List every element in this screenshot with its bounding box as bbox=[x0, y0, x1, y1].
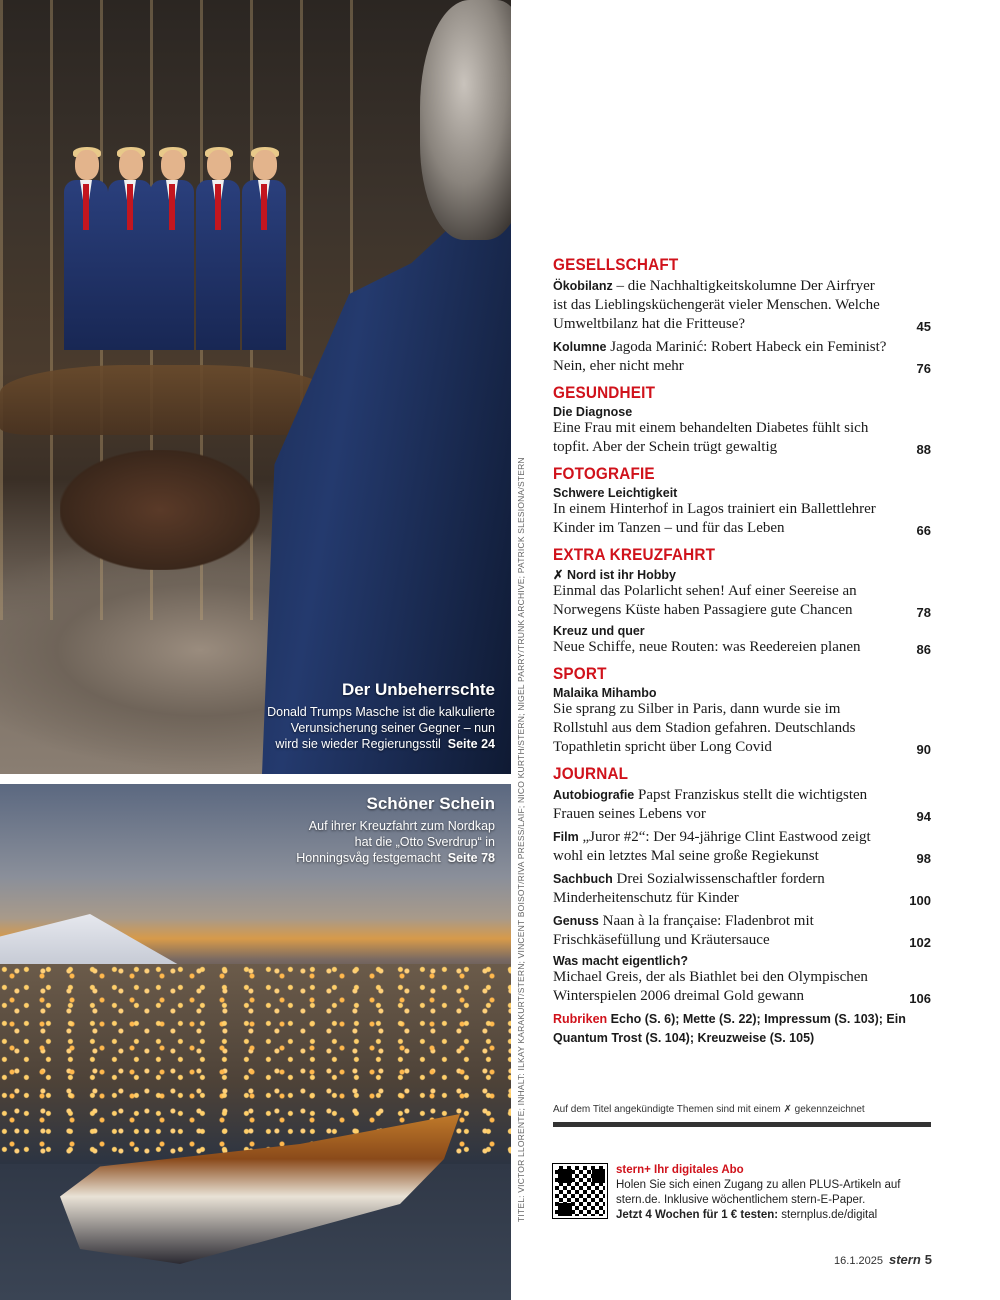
abo-cta: Jetzt 4 Wochen für 1 € testen: bbox=[616, 1209, 779, 1221]
page-number: 94 bbox=[916, 809, 931, 824]
caption-page[interactable]: Seite 78 bbox=[447, 851, 495, 865]
cover-topics-note: Auf dem Titel angekündigte Themen sind mit einem ✗ gekennzeichnet bbox=[553, 1104, 865, 1115]
abo-cta-line bbox=[616, 1208, 936, 1223]
page-number: 76 bbox=[916, 361, 931, 376]
caption-title: Schöner Schein bbox=[366, 794, 495, 813]
page-number: 5 bbox=[924, 1252, 932, 1267]
page-footer bbox=[834, 1252, 932, 1267]
section-fotografie: FOTOGRAFIE bbox=[553, 464, 655, 483]
abo-title: stern+ Ihr digitales Abo bbox=[616, 1164, 744, 1176]
toc-entry[interactable] bbox=[553, 486, 931, 538]
rubriken-text: Echo (S. 6); Mette (S. 22); Impressum (S. 103); Ein Quantum Trost (S. 104); Kreuzweise (S. 105) bbox=[553, 1012, 906, 1045]
toc-entry[interactable] bbox=[553, 405, 931, 457]
entry-body: Drei Sozialwissenschaftler fordern Minderheitenschutz für Kinder bbox=[553, 871, 825, 906]
rubriken-line bbox=[553, 1010, 931, 1048]
page-number: 45 bbox=[916, 319, 931, 334]
abo-promo[interactable] bbox=[616, 1163, 936, 1223]
caption-text bbox=[265, 704, 495, 752]
page-number: 66 bbox=[916, 523, 931, 538]
photo-caption-top[interactable] bbox=[265, 680, 495, 752]
entry-kicker: Film bbox=[553, 830, 579, 844]
entry-body: Einmal das Polarlicht sehen! Auf einer Seereise an Norwegens Küste haben Passagiere gute Chancen bbox=[553, 583, 857, 618]
entry-body: Eine Frau mit einem behandelten Diabetes fühlt sich topfit. Aber der Schein trügt gewaltig bbox=[553, 420, 869, 455]
entry-text bbox=[553, 828, 931, 866]
entry-text bbox=[553, 912, 931, 950]
section-gesundheit: GESUNDHEIT bbox=[553, 383, 656, 402]
section-sport: SPORT bbox=[553, 664, 607, 683]
page-number: 102 bbox=[909, 935, 931, 950]
entry-kicker-text: Nord ist ihr Hobby bbox=[563, 568, 676, 582]
page-number: 106 bbox=[909, 991, 931, 1006]
rubriken-label: Rubriken bbox=[553, 1012, 608, 1026]
page-number: 88 bbox=[916, 442, 931, 457]
issue-date: 16.1.2025 bbox=[834, 1255, 883, 1267]
caption-title: Der Unbeherrschte bbox=[341, 680, 495, 699]
caption-body: Donald Trumps Masche ist die kalkulierte Verunsicherung seiner Gegner – nun wird sie wieder Regierungsstil bbox=[267, 705, 495, 751]
entry-kicker: Schwere Leichtigkeit bbox=[553, 486, 678, 500]
section-gesellschaft: GESELLSCHAFT bbox=[553, 255, 679, 274]
caption-body: Auf ihrer Kreuzfahrt zum Nordkap hat die „Otto Sverdrup“ in Honningsvåg festgemacht bbox=[296, 819, 495, 865]
page-number: 98 bbox=[916, 851, 931, 866]
abo-text: Holen Sie sich einen Zugang zu allen PLUS-Artikeln auf stern.de. Inklusive wöchentlichem stern-E-Paper. bbox=[616, 1179, 901, 1206]
divider bbox=[553, 1122, 931, 1127]
toc-entry[interactable] bbox=[553, 567, 931, 620]
entry-kicker: Malaika Mihambo bbox=[553, 686, 657, 700]
reflected-figure bbox=[108, 150, 152, 350]
toc-entry[interactable] bbox=[553, 828, 931, 866]
entry-text bbox=[553, 277, 931, 334]
section-kreuzfahrt: EXTRA KREUZFAHRT bbox=[553, 545, 716, 564]
entry-body: Michael Greis, der als Biathlet bei den Olympischen Winterspielen 2006 dreimal Gold gewann bbox=[553, 969, 868, 1004]
entry-text bbox=[553, 870, 931, 908]
entry-kicker: Kolumne bbox=[553, 340, 607, 354]
table-of-contents bbox=[553, 248, 931, 1048]
toc-entry[interactable] bbox=[553, 277, 931, 334]
toc-entry[interactable] bbox=[553, 338, 931, 376]
toc-entry[interactable] bbox=[553, 870, 931, 908]
foreground-head bbox=[420, 0, 511, 240]
entry-text bbox=[553, 786, 931, 824]
photo-caption-bottom[interactable] bbox=[295, 794, 495, 866]
conference-table bbox=[0, 365, 330, 435]
reflected-figure bbox=[150, 150, 194, 350]
entry-kicker: Kreuz und quer bbox=[553, 624, 645, 638]
abo-url[interactable]: sternplus.de/digital bbox=[778, 1209, 878, 1221]
toc-entry[interactable] bbox=[553, 624, 931, 657]
photo-credits: TITEL: VICTOR LLORENTE; INHALT: ILKAY KARAKURT/STERN; VINCENT BOISOT/RIVA PRESS/LAIF; NICO KURTH/STERN; NIGEL PARRY/TRUNK ARCHIVE; PATRICK SLESIONA/STERN bbox=[516, 457, 526, 1222]
entry-body: In einem Hinterhof in Lagos trainiert ein Ballettlehrer Kinder im Tanzen – und für das Leben bbox=[553, 501, 876, 536]
section-journal: JOURNAL bbox=[553, 764, 629, 783]
reflected-figure bbox=[242, 150, 286, 350]
feature-photo-trump bbox=[0, 0, 511, 774]
entry-kicker bbox=[553, 567, 931, 582]
page-number: 78 bbox=[916, 605, 931, 620]
entry-body: Papst Franziskus stellt die wichtigsten Frauen seines Lebens vor bbox=[553, 787, 868, 822]
entry-kicker: Autobiografie bbox=[553, 788, 635, 802]
entry-body: Sie sprang zu Silber in Paris, dann wurde sie im Rollstuhl aus dem Stadion gefahren. Deutschlands Topathletin spricht über Long Covid bbox=[553, 701, 856, 755]
entry-body: – die Nachhaltigkeitskolumne Der Airfryer ist das Lieblingsküchengerät vieler Menschen. Welche Umweltbilanz hat die Fritteuse? bbox=[553, 278, 880, 332]
entry-body: Jagoda Marinić: Robert Habeck ein Feminist? Nein, eher nicht mehr bbox=[553, 339, 887, 374]
conference-chairs bbox=[60, 450, 260, 570]
toc-entry[interactable] bbox=[553, 786, 931, 824]
entry-kicker: Die Diagnose bbox=[553, 405, 633, 419]
toc-entry[interactable] bbox=[553, 686, 931, 757]
caption-text bbox=[295, 818, 495, 866]
entry-body: Naan à la française: Fladenbrot mit Frischkäsefüllung und Kräutersauce bbox=[553, 913, 814, 948]
toc-entry[interactable] bbox=[553, 954, 931, 1006]
page-number: 90 bbox=[916, 742, 931, 757]
entry-kicker: Ökobilanz bbox=[553, 279, 613, 293]
entry-kicker: Genuss bbox=[553, 914, 599, 928]
toc-entry[interactable] bbox=[553, 912, 931, 950]
entry-text bbox=[553, 338, 931, 376]
caption-page[interactable]: Seite 24 bbox=[447, 737, 495, 751]
feature-photo-cruise bbox=[0, 784, 511, 1300]
page-number: 100 bbox=[909, 893, 931, 908]
entry-body: Neue Schiffe, neue Routen: was Reedereien planen bbox=[553, 639, 861, 655]
entry-body: „Juror #2“: Der 94-jährige Clint Eastwood zeigt wohl ein letztes Mal seine große Regiekunst bbox=[553, 829, 871, 864]
page-number: 86 bbox=[916, 642, 931, 657]
brand-logo: stern bbox=[888, 1252, 921, 1267]
title-star-icon: ✗ bbox=[553, 568, 564, 582]
entry-kicker: Was macht eigentlich? bbox=[553, 954, 688, 968]
qr-code-icon[interactable] bbox=[553, 1164, 607, 1218]
entry-kicker: Sachbuch bbox=[553, 872, 613, 886]
reflected-figure bbox=[196, 150, 240, 350]
reflected-figure bbox=[64, 150, 108, 350]
